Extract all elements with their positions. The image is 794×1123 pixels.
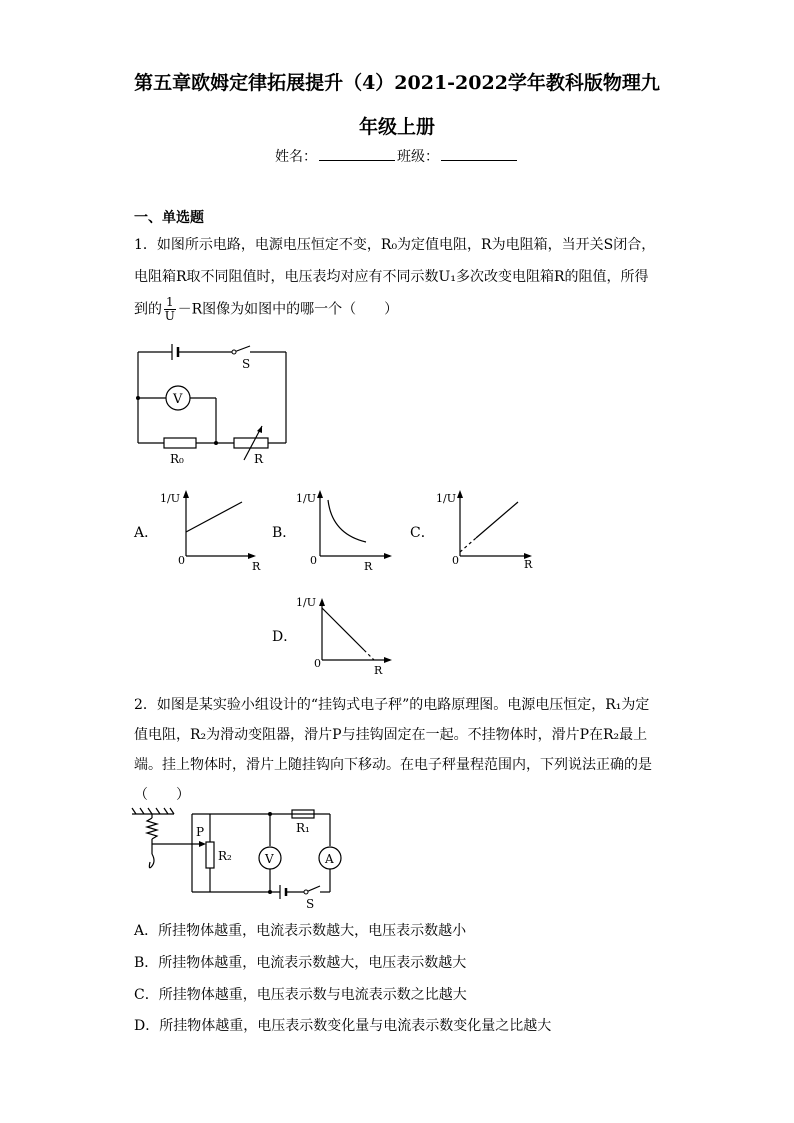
graph-option-a [156, 486, 266, 576]
q2-text-line2: 值电阻，R₂为滑动变阻器，滑片P与挂钩固定在一起。不挂物体时，滑片P在R₂最上 [134, 727, 648, 743]
origin-label: 0 [314, 657, 321, 670]
q1-text-line3 [134, 296, 398, 323]
switch-label: S [306, 897, 315, 911]
graph-option-b [292, 486, 402, 576]
name-blank [319, 148, 395, 161]
name-label: 姓名： [275, 149, 317, 165]
graph-option-c [432, 486, 542, 576]
q1-text-line2: 电阻箱R取不同阻值时，电压表均对应有不同示数U₁多次改变电阻箱R的阻值，所得 [134, 269, 649, 285]
q1-circuit-diagram [130, 338, 300, 470]
q2-option-d: D．所挂物体越重，电压表示数变化量与电流表示数变化量之比越大 [134, 1018, 552, 1034]
q1-option-d-letter: D． [272, 629, 298, 645]
q2-circuit-diagram [130, 806, 350, 912]
x-axis-label: R [252, 560, 261, 573]
origin-label: 0 [310, 554, 317, 567]
r-label: R [254, 452, 264, 466]
q1-line3-suffix: －R图像为如图中的哪一个（ ） [177, 301, 399, 318]
q2-text-line4: （ ） [134, 787, 190, 803]
x-axis-label: R [524, 558, 533, 571]
q2-option-b: B．所挂物体越重，电流表示数越大，电压表示数越大 [134, 955, 467, 971]
q2-text-line3: 端。挂上物体时，滑片上随挂钩向下移动。在电子秤量程范围内，下列说法正确的是 [134, 757, 652, 773]
switch-label: S [242, 357, 251, 371]
q2-option-a: A．所挂物体越重，电流表示数越大，电压表示数越小 [134, 923, 467, 939]
q2-option-c: C．所挂物体越重，电压表示数与电流表示数之比越大 [134, 987, 467, 1003]
graph-option-d [292, 592, 402, 682]
q1-option-c-letter: C． [410, 525, 435, 541]
q1-option-a-letter: A． [134, 525, 159, 541]
document-title-line1: 第五章欧姆定律拓展提升（4）2021-2022学年教科版物理九 [134, 72, 660, 94]
q2-text-line1: 2．如图是某实验小组设计的“挂钩式电子秤”的电路原理图。电源电压恒定，R₁为定 [134, 697, 650, 713]
y-axis-label: 1/U [436, 492, 456, 505]
ammeter-label: A [325, 852, 334, 866]
fraction-denominator: U [164, 309, 175, 323]
fraction-numerator: 1 [166, 295, 174, 309]
x-axis-label: R [364, 560, 373, 573]
r2-label: R₂ [218, 849, 232, 863]
voltmeter-label: V [173, 392, 183, 407]
y-axis-label: 1/U [160, 492, 180, 505]
y-axis-label: 1/U [296, 492, 316, 505]
slider-p-label: P [196, 825, 205, 839]
q1-line3-prefix: 到的 [134, 301, 162, 318]
r1-label: R₁ [296, 821, 310, 835]
document-title-line2: 年级上册 [358, 116, 435, 138]
y-axis-label: 1/U [296, 596, 316, 609]
section-title: 一、单选题 [134, 210, 204, 226]
class-blank [441, 148, 517, 161]
class-label: 班级： [397, 149, 439, 165]
q1-text-line1: 1．如图所示电路，电源电压恒定不变，R₀为定值电阻，R为电阻箱，当开关S闭合， [134, 237, 656, 253]
origin-label: 0 [452, 554, 459, 567]
x-axis-label: R [374, 664, 383, 677]
r0-label: R₀ [170, 452, 184, 466]
voltmeter-label: V [265, 852, 274, 866]
origin-label: 0 [178, 554, 185, 567]
fraction-1-over-u [164, 296, 176, 323]
student-info [0, 146, 794, 166]
q1-option-b-letter: B． [272, 525, 297, 541]
